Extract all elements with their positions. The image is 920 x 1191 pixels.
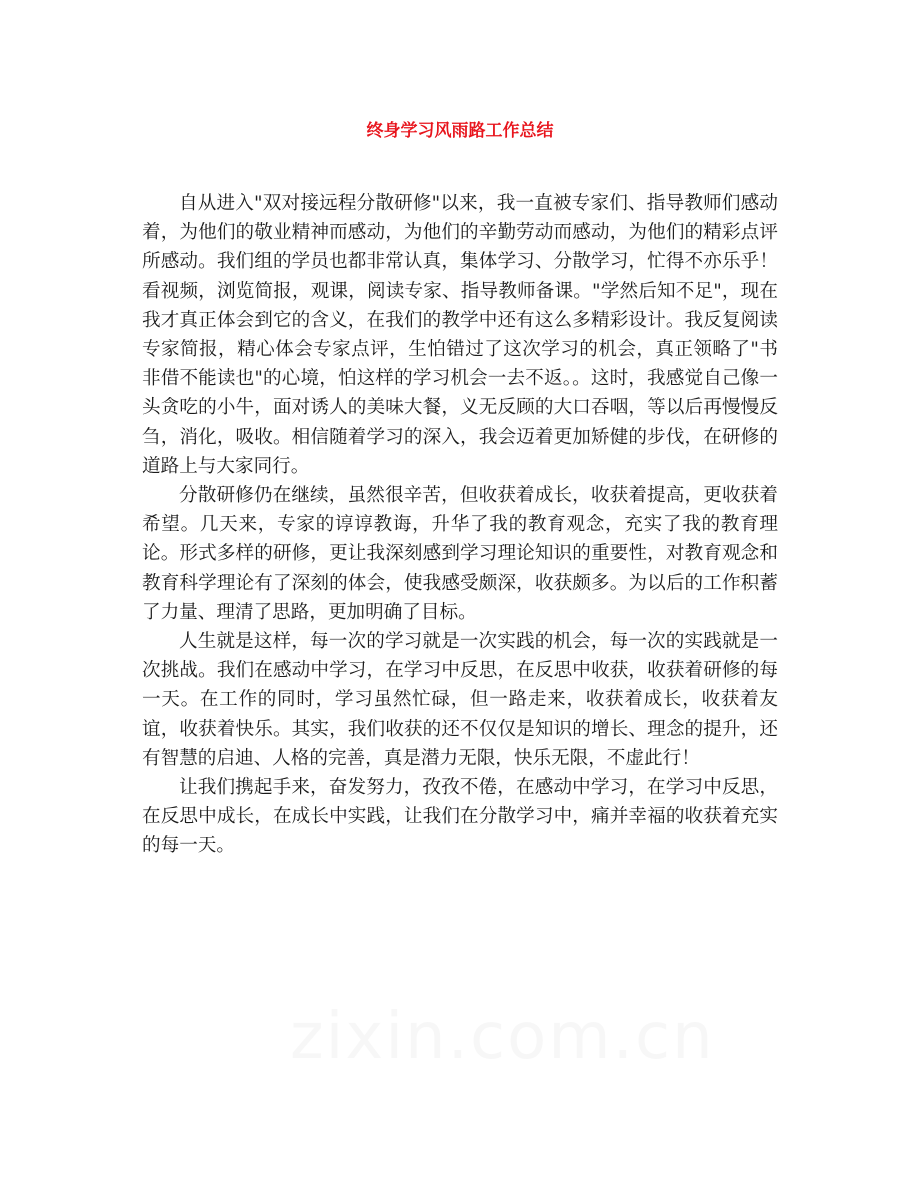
paragraph-1: 自从进入"双对接远程分散研修"以来，我一直被专家们、指导教师们感动着，为他们的敬业精神而感动，为他们的辛勤劳动而感动，为他们的精彩点评所感动。我们组的学员也都非常认真，集体学习、分散学习，忙得不亦乐乎！看视频，浏览简报，观课，阅读专家、指导教师备课。"学然后知不足"，现在我才真正体会到它的含义，在我们的教学中还有这么多精彩设计。我反复阅读专家简报，精心体会专家点评，生怕错过了这次学习的机会，真正领略了"书非借不能读也"的心境，怕这样的学习机会一去不返。。这时，我感觉自己像一头贪吃的小牛，面对诱人的美味大餐，义无反顾的大口吞咽，等以后再慢慢反刍，消化，吸收。相信随着学习的深入，我会迈着更加矫健的步伐，在研修的道路上与大家同行。 [142, 193, 778, 477]
paragraph-2: 分散研修仍在继续，虽然很辛苦，但收获着成长，收获着提高，更收获着希望。几天来，专家的谆谆教诲，升华了我的教育观念，充实了我的教育理论。形式多样的研修，更让我深刻感到学习理论知识的重要性，对教育观念和教育科学理论有了深刻的体会，使我感受颇深，收获颇多。为以后的工作积蓄了力量、理清了思路，更加明确了目标。 [142, 485, 778, 623]
paragraph-3: 人生就是这样，每一次的学习就是一次实践的机会，每一次的实践就是一次挑战。我们在感动中学习，在学习中反思，在反思中收获，收获着研修的每一天。在工作的同时，学习虽然忙碌，但一路走来，收获着成长，收获着友谊，收获着快乐。其实，我们收获的还不仅仅是知识的增长、理念的提升，还有智慧的启迪、人格的完善，真是潜力无限，快乐无限，不虚此行！ [142, 631, 778, 769]
paragraph-4: 让我们携起手来，奋发努力，孜孜不倦，在感动中学习，在学习中反思，在反思中成长，在成长中实践，让我们在分散学习中，痛并幸福的收获着充实的每一天。 [142, 777, 778, 857]
watermark: zixin.com.cn [290, 1000, 715, 1074]
document-body [142, 189, 778, 861]
document-title: 终身学习风雨路工作总结 [366, 121, 554, 141]
